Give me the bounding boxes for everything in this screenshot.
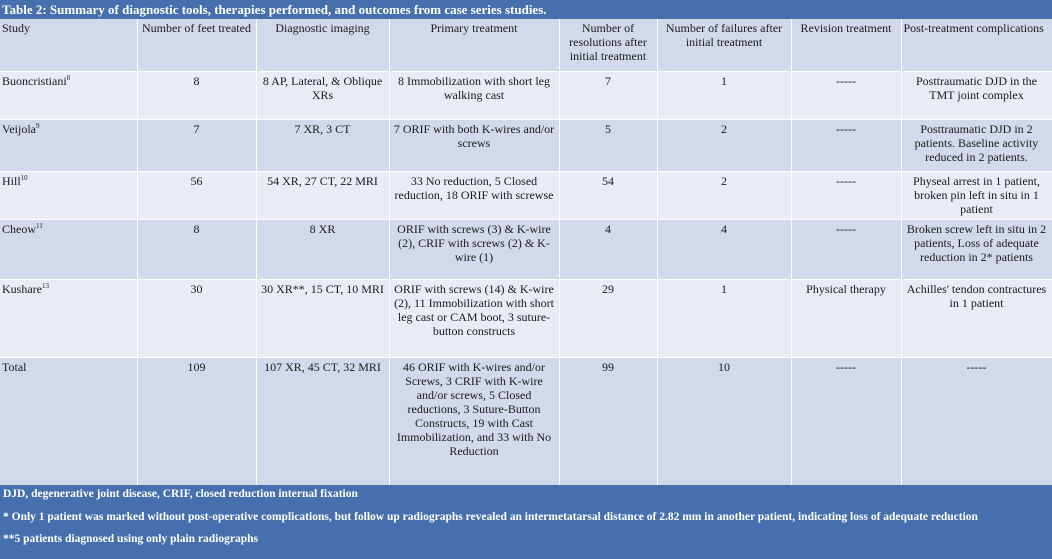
reference-number: 10 xyxy=(20,173,28,182)
feet-cell: 30 xyxy=(137,279,256,357)
complications-cell: Physeal arrest in 1 patient, broken pin left in situ in 1 patient xyxy=(901,171,1052,219)
study-name: Kushare xyxy=(2,281,42,296)
complications-cell: Posttraumatic DJD in the TMT joint complex xyxy=(901,71,1052,119)
imaging-cell: 54 XR, 27 CT, 22 MRI xyxy=(256,171,389,219)
study-name: Cheow xyxy=(2,221,36,236)
imaging-cell: 8 XR xyxy=(256,219,389,279)
resolutions-cell: 7 xyxy=(559,71,657,119)
revision-cell: ----- xyxy=(791,171,901,219)
header-feet: Number of feet treated xyxy=(137,19,256,71)
header-imaging: Diagnostic imaging xyxy=(256,19,389,71)
feet-cell: 7 xyxy=(137,119,256,171)
resolutions-cell: 99 xyxy=(559,357,657,485)
primary-cell: 46 ORIF with K-wires and/or Screws, 3 CRIF with K-wire and/or screws, 5 Closed reductions, 3 Suture-Button Constructs, 19 with Cast Immobilization, and 33 with No Reduction xyxy=(389,357,559,485)
complications-cell: Broken screw left in situ in 2 patients, Loss of adequate reduction in 2* patients xyxy=(901,219,1052,279)
study-cell xyxy=(0,71,137,119)
revision-cell: Physical therapy xyxy=(791,279,901,357)
failures-cell: 4 xyxy=(657,219,791,279)
table-title: Table 2: Summary of diagnostic tools, therapies performed, and outcomes from case series studies. xyxy=(0,0,1052,19)
header-primary: Primary treatment xyxy=(389,19,559,71)
failures-cell: 1 xyxy=(657,71,791,119)
header-study: Study xyxy=(0,19,137,71)
resolutions-cell: 4 xyxy=(559,219,657,279)
header-resolutions: Number of resolutions after initial treatment xyxy=(559,19,657,71)
primary-cell: 7 ORIF with both K-wires and/or screws xyxy=(389,119,559,171)
header-failures: Number of failures after initial treatment xyxy=(657,19,791,71)
resolutions-cell: 29 xyxy=(559,279,657,357)
feet-cell: 56 xyxy=(137,171,256,219)
table-row-total xyxy=(0,357,1052,485)
study-name: Veijola xyxy=(2,121,36,136)
reference-number: 11 xyxy=(36,221,43,230)
feet-cell: 8 xyxy=(137,219,256,279)
study-cell xyxy=(0,119,137,171)
complications-cell: ----- xyxy=(901,357,1052,485)
imaging-cell: 7 XR, 3 CT xyxy=(256,119,389,171)
imaging-cell: 30 XR**, 15 CT, 10 MRI xyxy=(256,279,389,357)
table-row xyxy=(0,279,1052,357)
primary-cell: 33 No reduction, 5 Closed reduction, 18 ORIF with screwse xyxy=(389,171,559,219)
feet-cell: 109 xyxy=(137,357,256,485)
failures-cell: 10 xyxy=(657,357,791,485)
failures-cell: 2 xyxy=(657,171,791,219)
failures-cell: 1 xyxy=(657,279,791,357)
header-complications: Post-treatment complications xyxy=(901,19,1052,71)
study-name: Hill xyxy=(2,173,21,188)
resolutions-cell: 5 xyxy=(559,119,657,171)
revision-cell: ----- xyxy=(791,219,901,279)
imaging-cell: 107 XR, 45 CT, 32 MRI xyxy=(256,357,389,485)
footnote-abbreviations: DJD, degenerative joint disease, CRIF, closed reduction internal fixation xyxy=(3,488,358,500)
table-row xyxy=(0,219,1052,279)
reference-number: 8 xyxy=(66,73,71,82)
primary-cell: ORIF with screws (14) & K-wire (2), 11 Immobilization with short leg cast or CAM boot, 3 suture-button constructs xyxy=(389,279,559,357)
revision-cell: ----- xyxy=(791,357,901,485)
table-row xyxy=(0,171,1052,219)
table-row xyxy=(0,71,1052,119)
imaging-cell: 8 AP, Lateral, & Oblique XRs xyxy=(256,71,389,119)
header-revision: Revision treatment xyxy=(791,19,901,71)
study-name: Buoncristiani xyxy=(2,73,67,88)
resolutions-cell: 54 xyxy=(559,171,657,219)
footnote-asterisk: * Only 1 patient was marked without post-operative complications, but follow up radiographs revealed an intermetatarsal distance of 2.82 mm in another patient, indicating loss of adequate reduction xyxy=(3,511,978,523)
revision-cell: ----- xyxy=(791,71,901,119)
table-footnotes xyxy=(0,485,1052,559)
primary-cell: ORIF with screws (3) & K-wire (2), CRIF with screws (2) & K-wire (1) xyxy=(389,219,559,279)
reference-number: 9 xyxy=(36,121,40,130)
failures-cell: 2 xyxy=(657,119,791,171)
study-cell xyxy=(0,357,137,485)
reference-number: 13 xyxy=(41,281,49,290)
complications-cell: Posttraumatic DJD in 2 patients. Baseline activity reduced in 2 patients. xyxy=(901,119,1052,171)
study-cell xyxy=(0,219,137,279)
study-cell xyxy=(0,171,137,219)
revision-cell: ----- xyxy=(791,119,901,171)
study-cell xyxy=(0,279,137,357)
data-table xyxy=(0,19,1052,486)
primary-cell: 8 Immobilization with short leg walking cast xyxy=(389,71,559,119)
complications-cell: Achilles' tendon contractures in 1 patient xyxy=(901,279,1052,357)
footnote-double-asterisk: **5 patients diagnosed using only plain radiographs xyxy=(3,533,258,545)
table-row xyxy=(0,119,1052,171)
study-name: Total xyxy=(2,359,27,374)
feet-cell: 8 xyxy=(137,71,256,119)
